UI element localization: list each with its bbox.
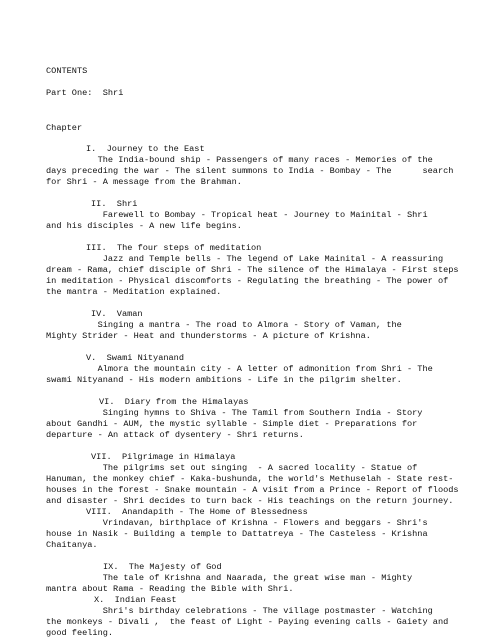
chapter-title-9: IX. The Majesty of God — [103, 562, 222, 572]
chapter-desc-1-line-3: for Shri - A message from the Brahman. — [46, 177, 242, 187]
chapter-desc-9-line-2: mantra about Rama - Reading the Bible with Shri. — [46, 584, 294, 594]
chapter-title-5: V. Swami Nityanand — [86, 353, 184, 363]
chapter-desc-7-line-2: Hanuman, the monkey chief - Kaka-bushunda, the world's Methuselah - State rest- — [46, 474, 454, 484]
chapter-desc-6-line-3: departure - An attack of dysentery - Shri returns. — [46, 430, 304, 440]
chapter-title-2: II. Shri — [91, 199, 138, 209]
chapter-desc-2-line-2: and his disciples - A new life begins. — [46, 221, 242, 231]
chapter-desc-8-line-2: house in Nasik - Building a temple to Dattatreya - The Casteless - Krishna — [46, 529, 428, 539]
contents-heading: CONTENTS — [46, 66, 88, 76]
chapter-desc-9-line-1: The tale of Krishna and Naarada, the great wise man - Mighty — [46, 573, 413, 583]
chapter-desc-8-line-1: Vrindavan, birthplace of Krishna - Flowers and beggars - Shri's — [46, 518, 428, 528]
chapter-label: Chapter — [46, 123, 83, 133]
chapter-desc-1-line-1: The India-bound ship - Passengers of many races - Memories of the — [46, 155, 433, 165]
chapter-desc-10-line-2: the monkeys - Divali , the feast of Light - Paying evening calls - Gaiety and — [46, 617, 449, 627]
chapter-desc-5-line-2: swami Nityanand - His modern ambitions - Life in the pilgrim shelter. — [46, 375, 402, 385]
chapter-desc-5-line-1: Almora the mountain city - A letter of admonition from Shri - The — [46, 364, 433, 374]
chapter-title-4: IV. Vaman — [91, 309, 143, 319]
chapter-desc-6-line-2: about Gandhi - AUM, the mystic syllable - Simple diet - Preparations for — [46, 419, 418, 429]
chapter-desc-3-line-1: Jazz and Temple bells - The legend of Lake Mainital - A reassuring — [46, 254, 444, 264]
chapter-desc-10-line-3: good feeling. — [46, 628, 114, 638]
chapter-desc-1-line-2: days preceding the war - The silent summons to India - Bombay - The search — [46, 166, 454, 176]
chapter-desc-4-line-2: Mighty Strider - Heat and thunderstorms - A picture of Krishna. — [46, 331, 371, 341]
chapter-desc-4-line-1: Singing a mantra - The road to Almora - Story of Vaman, the — [46, 320, 402, 330]
chapter-title-8: VIII. Anandapith - The Home of Blessedness — [86, 507, 308, 517]
chapter-desc-3-line-2: dream - Rama, chief disciple of Shri - The silence of the Himalaya - First steps — [46, 265, 459, 275]
chapter-title-3: III. The four steps of meditation — [86, 243, 262, 253]
chapter-title-6: VI. Diary from the Himalayas — [99, 397, 249, 407]
chapter-desc-8-line-3: Chaitanya. — [46, 540, 98, 550]
chapter-title-7: VII. Pilgrimage in Himalaya — [91, 452, 236, 462]
chapter-desc-6-line-1: Singing hymns to Shiva - The Tamil from Southern India - Story — [46, 408, 423, 418]
chapter-desc-3-line-4: the mantra - Meditation explained. — [46, 287, 222, 297]
chapter-desc-2-line-1: Farewell to Bombay - Tropical heat - Journey to Mainital - Shri — [46, 210, 428, 220]
part-title: Part One: Shri — [46, 88, 124, 98]
chapter-desc-7-line-3: houses in the forest - Snake mountain - A visit from a Prince - Report of floods — [46, 485, 459, 495]
chapter-desc-7-line-4: and disaster - Shri decides to turn back - His teachings on the return journey. — [46, 496, 454, 506]
chapter-desc-7-line-1: The pilgrims set out singing - A sacred locality - Statue of — [46, 463, 418, 473]
chapter-title-1: I. Journey to the East — [86, 144, 205, 154]
chapter-title-10: X. Indian Feast — [94, 595, 177, 605]
chapter-desc-10-line-1: Shri's birthday celebrations - The village postmaster - Watching — [46, 606, 433, 616]
chapter-desc-3-line-3: in meditation - Physical discomforts - Regulating the breathing - The power of — [46, 276, 449, 286]
